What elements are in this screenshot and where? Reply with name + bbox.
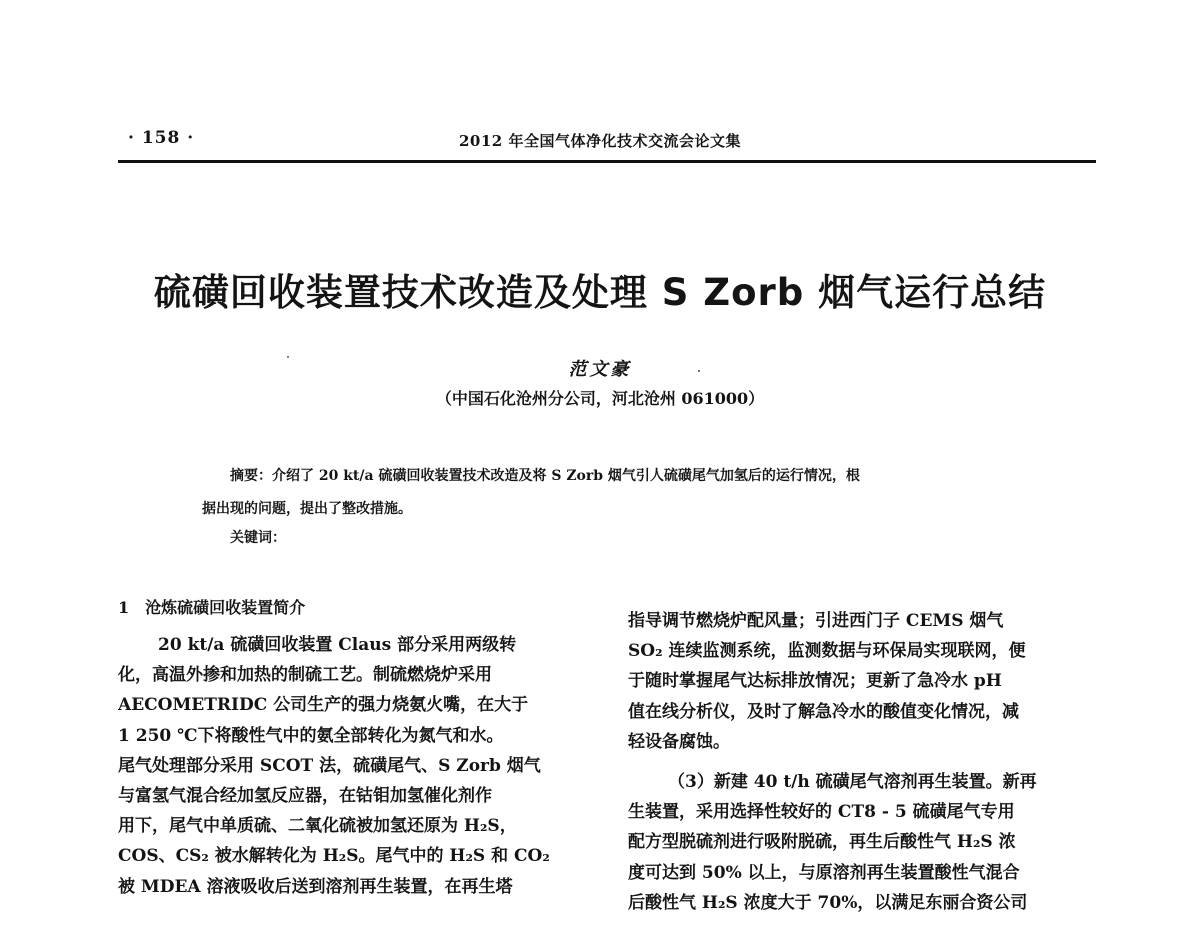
body-line: 用下，尾气中单质硫、二氧化硫被加氢还原为 H₂S， (118, 816, 517, 837)
body-line: 值在线分析仪，及时了解急冷水的酸值变化情况，减 (628, 701, 1019, 722)
body-line: 20 kt/a 硫磺回收装置 Claus 部分采用两级转 (158, 635, 517, 655)
abstract-line-1: 摘要：介绍了 20 kt/a 硫磺回收装置技术改造及将 S Zorb 烟气引人硫磺尾气加氢后的运行情况，根 (230, 468, 860, 484)
body-line: 于随时掌握尾气达标排放情况；更新了急冷水 pH (628, 671, 1002, 692)
paper-title: 硫磺回收装置技术改造及处理 S Zorb 烟气运行总结 (153, 271, 1047, 314)
abstract-line-2: 据出现的问题，提出了整改措施。 (202, 501, 412, 517)
body-line: 被 MDEA 溶液吸收后送到溶剂再生装置，在再生塔 (118, 876, 513, 897)
header-rule (118, 160, 1096, 163)
page-number: · 158 · (128, 128, 195, 148)
keywords-label: 关键词： (230, 530, 286, 546)
body-line: 后酸性气 H₂S 浓度大于 70%，以满足东丽合资公司 (628, 892, 1028, 913)
author-affiliation: （中国石化沧州分公司，河北沧州 061000） (435, 389, 765, 408)
body-line: 与富氢气混合经加氢反应器，在钴钼加氢催化剂作 (118, 786, 492, 807)
body-line: 配方型脱硫剂进行吸附脱硫，再生后酸性气 H₂S 浓 (628, 832, 1016, 853)
author-name: 范文豪 (568, 359, 632, 380)
body-line: 尾气处理部分采用 SCOT 法，硫磺尾气、S Zorb 烟气 (118, 755, 541, 776)
body-line: 度可达到 50% 以上，与原溶剂再生装置酸性气混合 (628, 862, 1020, 883)
right-column (628, 606, 1098, 918)
body-line: 轻设备腐蚀。 (628, 731, 730, 752)
body-line: 化，高温外掺和加热的制硫工艺。制硫燃烧炉采用 (118, 665, 492, 686)
body-line: 指导调节燃烧炉配风量；引进西门子 CEMS 烟气 (628, 611, 1004, 631)
body-line: AECOMETRIDC 公司生产的强力烧氨火嘴，在大于 (118, 695, 529, 716)
body-line: SO₂ 连续监测系统，监测数据与环保局实现联网，便 (628, 641, 1026, 662)
body-line: 1 250 ℃下将酸性气中的氨全部转化为氮气和水。 (118, 725, 504, 746)
body-line: COS、CS₂ 被水解转化为 H₂S。尾气中的 H₂S 和 CO₂ (118, 846, 550, 867)
journal-title: 2012 年全国气体净化技术交流会论文集 (459, 132, 741, 150)
body-line: 生装置，采用选择性较好的 CT8 - 5 硫磺尾气专用 (628, 802, 1015, 823)
left-column (118, 598, 588, 902)
section-heading: 1 沧炼硫磺回收装置简介 (118, 598, 306, 617)
scan-speck (698, 370, 700, 372)
body-line: （3）新建 40 t/h 硫磺尾气溶剂再生装置。新再 (668, 772, 1037, 793)
